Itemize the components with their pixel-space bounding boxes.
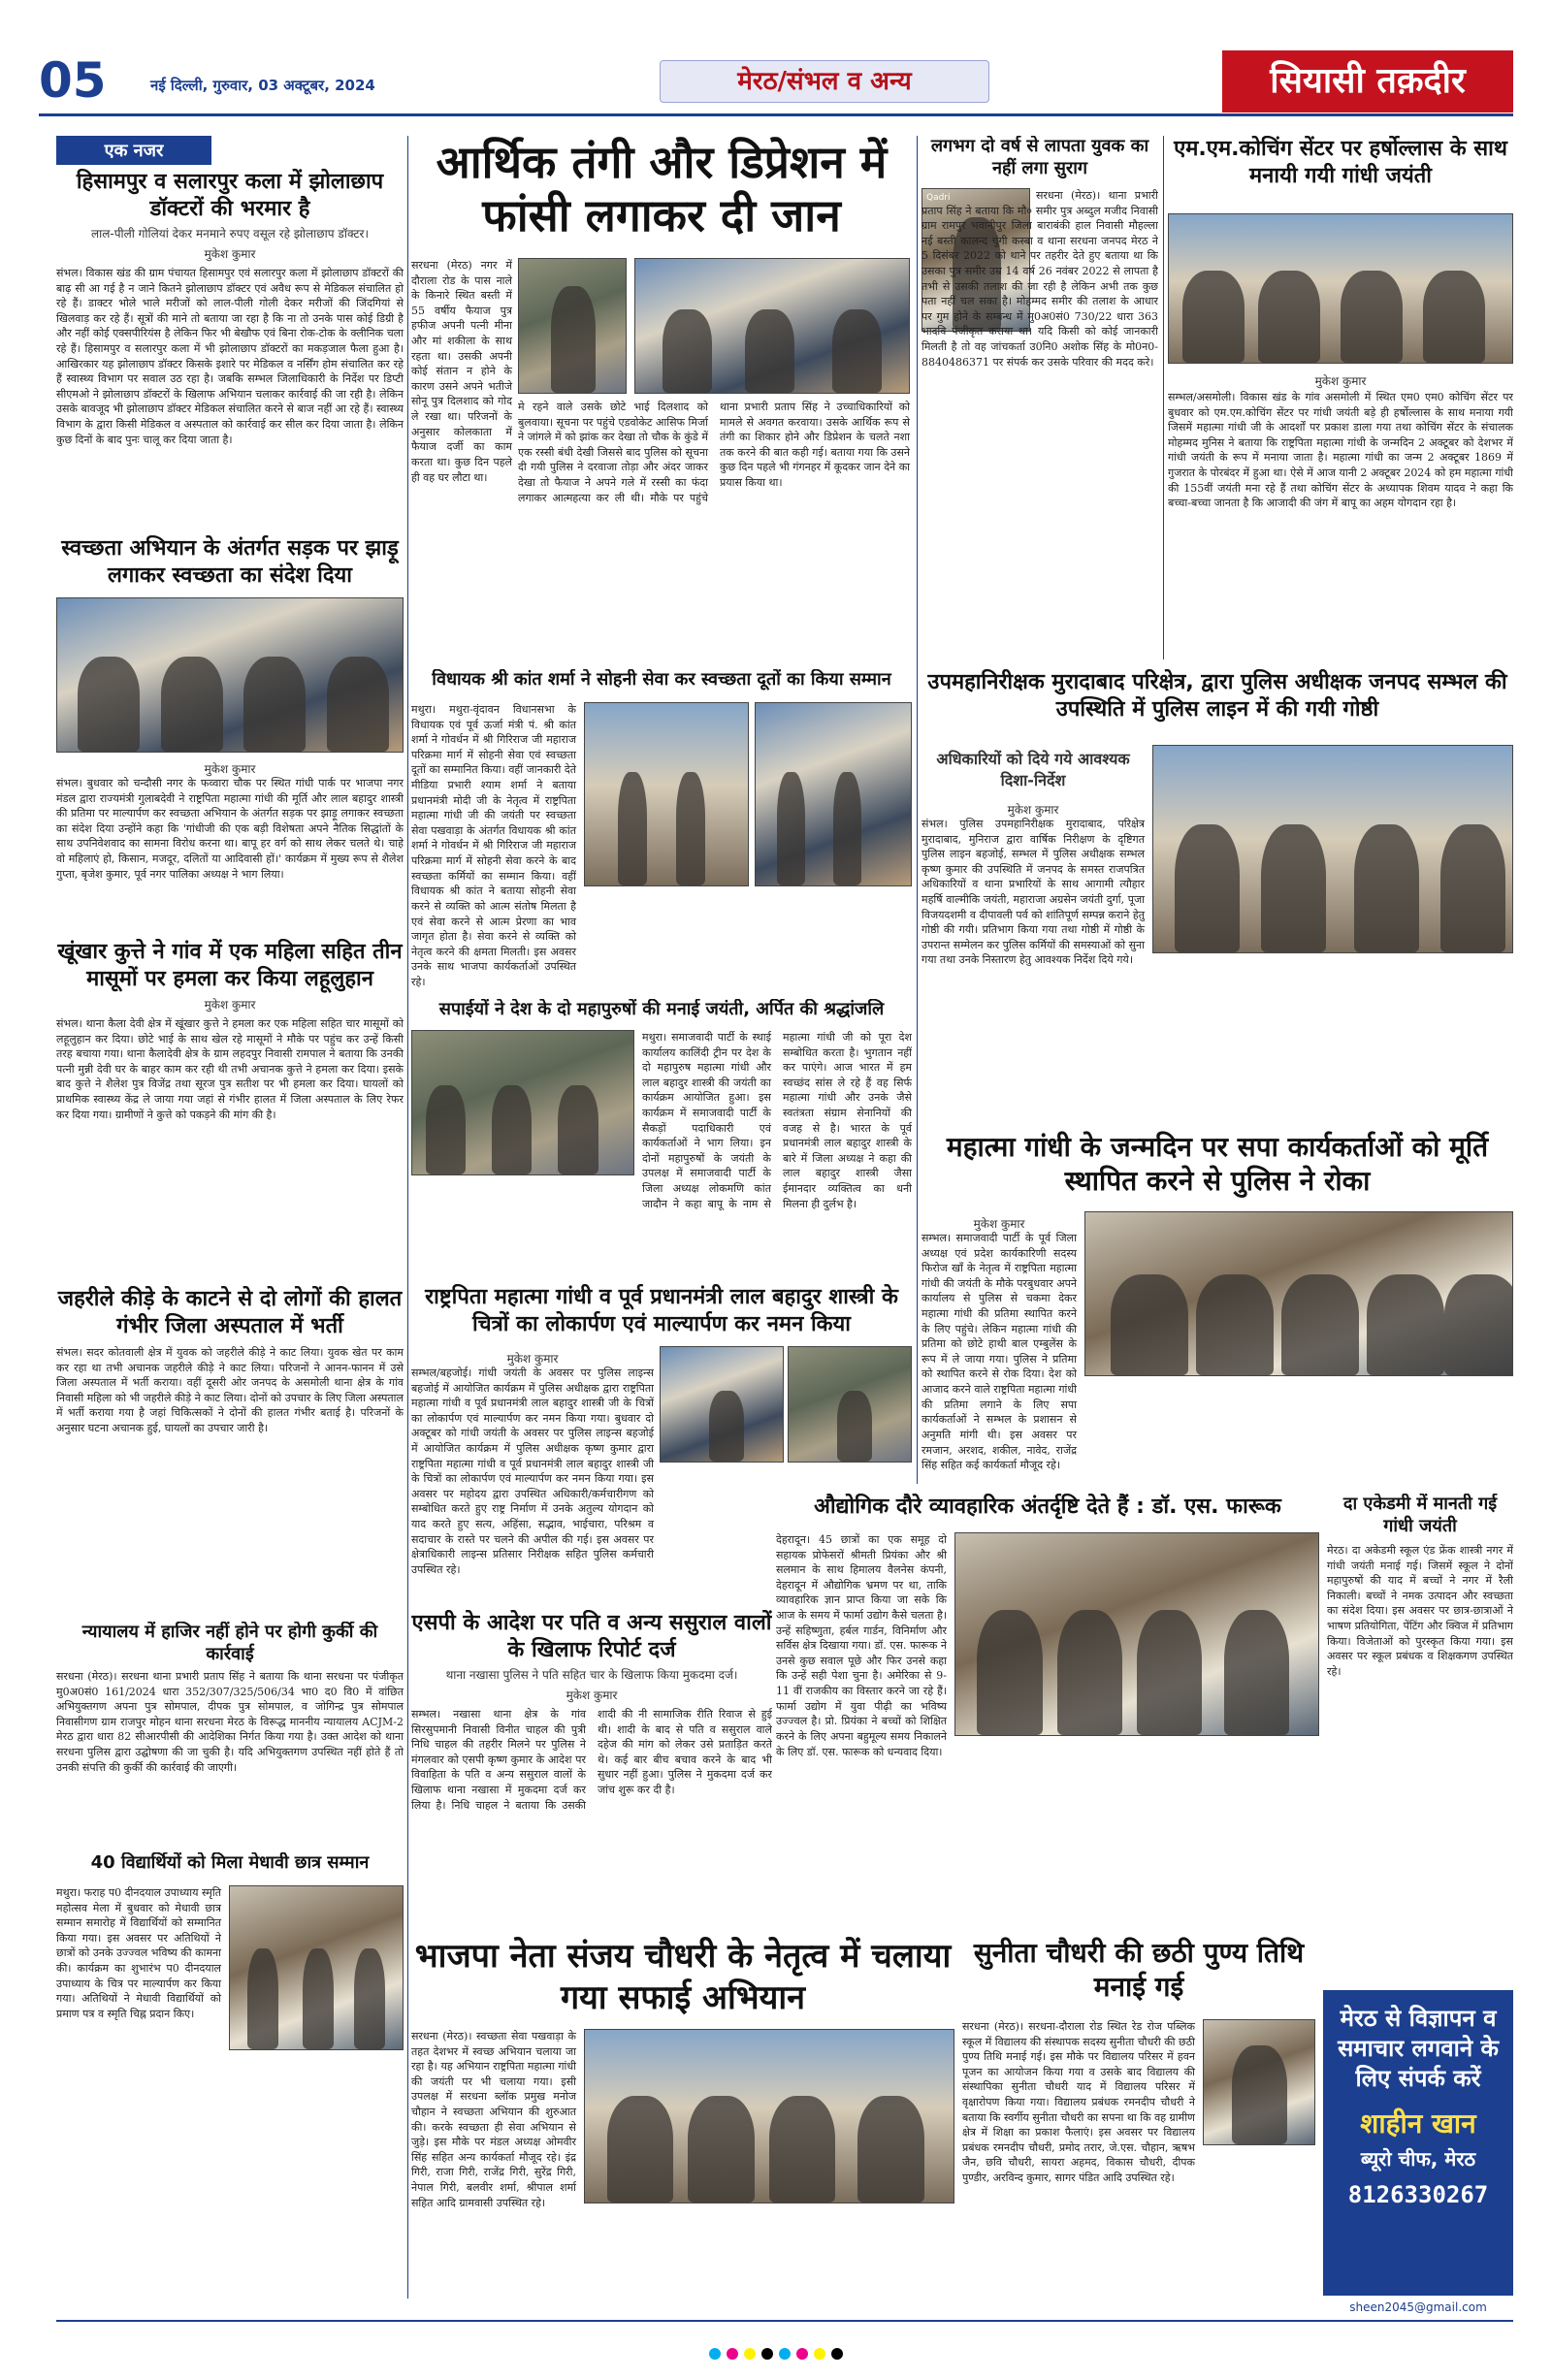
dig-review-story (922, 669, 1513, 1125)
vidhayak-photo-1 (584, 702, 749, 886)
police-gandhi-byline: मुकेश कुमार (506, 1352, 559, 1366)
photo-watermark-tag: Qadri (926, 193, 951, 203)
industrial-tour-story (776, 1494, 1319, 1930)
ek-nazar-body: संभल। विकास खंड की ग्राम पंचायत हिसामपुर एवं सलारपुर कला में झोलाछाप डॉक्टरों की बाढ़ सी आ गई है न जाने कितने झोलाछाप डॉक्टर एवं अवैध रूप से मेडिकल संचालित हो रहे हैं। डाक्टर भोले भाले मरीजों को लाल-पीली गोली देकर मरीजों की जिंदगियां से खिलवाड़ कर रहे हैं। सूत्रों की माने तो बताया जा रहा है कि ना तो उनके पास कोई डिग्री है और नहीं कोई एक्सपीरियंस है लेकिन फिर भी बेखौफ एवं बिना रोक-टोक के क्लीनिक चला रहे हैं। हिसामपुर व सलारपुर कला में भी झोलाछाप डॉक्टरों का मकड़जाल फैला हुआ है। आखिरकार यह झोलाछाप डॉक्टर किसके इशारे पर मेडिकल व नर्सिंग होम संचालित कर रहे हैं स्वास्थ्य विभाग पर सवाल उठ रहा है। जबकि सम्भल जिलाधिकारी के निर्देश पर डिप्टी सीएमओ ने झोलाछाप डॉक्टरों के खिलाफ अभियान चलाकर कार्रवाई की जा रही है। लेकिन उसके बावजूद भी झोलाछाप डॉक्टर मेडिकल संचालित करने से बाज नहीं आ रहे हैं। स्वास्थ्य विभाग के द्वारा किसी मेडिकल व अस्पताल को कार्रवाई कर सील कर दिया जाता है। लेकिन कुछ दिनों के बाद पुनः चालू कर दिया जाता है। (56, 267, 404, 446)
bjp-cleanliness-photo (584, 2029, 954, 2203)
print-registration-marks (0, 2347, 1552, 2361)
meritorious-photo (229, 1885, 404, 2050)
dog-attack-headline: खूंखार कुत्ते ने गांव में एक महिला सहित तीन मासूमों पर हमला कर किया लहूलुहान (57, 940, 403, 991)
kurki-headline: न्यायालय में हाजिर नहीं होने पर होगी कुर्की की कार्रवाई (81, 1622, 378, 1664)
ek-nazar-subhead: लाल-पीली गोलियां देकर मनमाने रुपए वसूल रहे झोलाछाप डॉक्टर। (90, 227, 369, 241)
sunita-story (962, 1936, 1315, 2300)
page-number: 05 (39, 52, 107, 109)
swachhta-byline: मुकेश कुमार (204, 762, 256, 776)
vidhayak-body: मथुरा। मथुरा-वृंदावन विधानसभा के विधायक एवं पूर्व ऊर्जा मंत्री पं. श्री कांत शर्मा ने गोवर्धन में श्री गिरिराज जी महाराज परिक्रमा मार्ग में सोहनी सेवा एवं स्वच्छता दूतों का सम्मानित किया। वहीं जानकारी देते मीडिया प्रभारी श्याम शर्मा ने बताया प्रधानमंत्री मोदी जी के नेतृत्व में राष्ट्रपिता महात्मा गांधी जी की जयंती पर स्वच्छता सेवा पखवाड़ा के अंतर्गत विधायक श्री कांत शर्मा ने गोवर्धन में श्री गिरिराज जी महाराज परिक्रमा मार्ग में सोहनी सेवा करने के बाद स्वच्छता कर्मियों का सम्मान किया। वहीं विधायक श्री कांत ने बताया सोहनी सेवा करने से व्यक्ति को आत्म संतोष मिलता है एवं सेवा करने से आत्म प्रेरणा का भाव जागृत होता है। सेवा करने से व्यक्ति को नेतृत्व करने की क्षमता मिलती। इस अवसर उनके साथ भाजपा कार्यकर्ताओं उपस्थित रहे। (411, 703, 576, 988)
newspaper-brand: सियासी तक़दीर (1222, 50, 1513, 113)
suicide-story (411, 136, 912, 659)
academy-headline: दा एकेडमी में मानती गई गांधी जयंती (1342, 1494, 1498, 1536)
dowry-body: सम्भल। नखासा थाना क्षेत्र के गांव सिरसुपमानी निवासी विनीत चाहल की पुत्री निधि चाहल की तहरीर मिलने पर पुलिस ने मंगलवार को एसपी कृष्ण कुमार के आदेश पर विवाहिता के पति व अन्य ससुराल वालों के खिलाफ थाना नखासा में मुकदमा दर्ज कर लिया है। निधि चाहल ने बताया कि उसकी शादी की नी सामाजिक रीति रिवाज से हुई थी। शादी के बाद से पति व ससुराल वाले दहेज की मांग को लेकर उसे प्रताड़ित करते थे। कई बार बीच बचाव करने के बाद भी सुधार नहीं हुआ। पुलिस ने मुकदमा दर्ज कर जांच शुरू कर दी है। (411, 1708, 772, 1812)
coaching-headline: एम.एम.कोचिंग सेंटर पर हर्षोल्लास के साथ मनायी गयी गांधी जयंती (1174, 137, 1507, 188)
row-rule (56, 2320, 1513, 2322)
sp-stopped-byline: मुकेश कुमार (973, 1217, 1025, 1231)
insect-bite-body: संभल। सदर कोतवाली क्षेत्र में युवक को जहरीले कीड़े ने काट लिया। युवक खेत पर काम कर रहा था तभी अचानक जहरीले कीड़े ने काट लिया। परिजनों ने आनन-फानन में उसे जिला अस्पताल में भर्ती कराया। वहीं दूसरी ओर जनपद के असमोली थाना क्षेत्र के गांव निवासी महिला को भी जहरीले कीड़े ने काट लिया। दोनों को उपचार के लिए जिला अस्पताल में भर्ती कराया गया है जहां चिकित्सकों ने दोनों की हालत गंभीर बताई है। परिजनों के अनुसार घटना अचानक हुई, घायलों का उपचार जारी है। (56, 1346, 404, 1435)
insect-bite-story (56, 1286, 404, 1616)
ad-phone: 8126330267 (1347, 2180, 1489, 2208)
bjp-cleanliness-body: सरधना (मेरठ)। स्वच्छता सेवा पखवाड़ा के तहत देशभर में स्वच्छ अभियान चलाया जा रहा है। यह अभियान राष्ट्रपिता महात्मा गांधी की जयंती पर भी चलाया गया। इसी उपलक्ष में सरधना ब्लॉक प्रमुख मनोज चौहान ने स्वच्छता अभियान की शुरुआत की। करके स्वच्छता ही सेवा अभियान से जुड़े। इस मौके पर मंडल अध्यक्ष ओमवीर सिंह सहित अन्य कार्यकर्ता मौजूद रहे। इंद्र गिरी, राजा गिरी, राजेंद्र गिरी, सुरेंद्र गिरी, नेपाल गिरी, बलवीर शर्मा, श्रीपाल शर्मा सहित आदि ग्रामवासी उपस्थित रहे। (411, 2030, 576, 2209)
sunita-headline: सुनीता चौधरी की छठी पुण्य तिथि मनाई गई (973, 1937, 1305, 2003)
ad-message: मेरठ से विज्ञापन व समाचार लगवाने के लिए संपर्क करें (1338, 2005, 1499, 2093)
dowry-headline: एसपी के आदेश पर पति व अन्य ससुराल वालों के खिलाफ रिपोर्ट दर्ज (411, 1611, 772, 1662)
dowry-byline: मुकेश कुमार (566, 1689, 618, 1702)
police-parade-photo (1152, 745, 1513, 953)
kurki-body: सरधना (मेरठ)। सरधना थाना प्रभारी प्रताप सिंह ने बताया कि थाना सरधना पर पंजीकृत मु0अ0सं0 161/2024 धारा 352/307/325/506/34 भा0 द0 वि0 में वांछित अभियुक्तगण अपना पुत्र सोमपाल, दीपक पुत्र सोमपाल, व जोगिन्द्र पुत्र सोमपाल निवासीगण ग्राम राजपुर मोहन थाना सरधना मेरठ के विरूद्ध माननीय न्यायालय ACJM-2 मेरठ द्वारा धारा 82 सीआरपीसी की आदेशिका निर्गत किया गया है। उक्त आदेश को थाना सरधना पुलिस द्वारा उद्घोषणा की जा चुकी है। यदि अभियुक्तगण उपस्थित नहीं होते हैं तो उनकी संपत्ति की कुर्की की कार्रवाई की जाएगी। (56, 1670, 404, 1774)
column-rule (917, 136, 918, 1484)
swachhta-headline: स्वच्छता अभियान के अंतर्गत सड़क पर झाड़ू लगाकर स्वच्छता का संदेश दिया (61, 536, 399, 588)
missing-youth-body: सरधना (मेरठ)। थाना प्रभारी प्रताप सिंह ने बताया कि मौ० समीर पुत्र अब्दुल मजीद निवासी ग्राम रामपुर भवानीपुर जिला बाराबंकी हाल निवासी मौहल्ला नई बस्ती कालन्द चुंगी कस्बा व थाना सरधना जनपद मेरठ ने 5 दिसंबर 2022 को थाने पर तहरीर देते हुए बताया था कि उसका पुत्र समीर उम्र 14 वर्ष 26 नवंबर 2022 से लापता है तभी से उसकी तलाश की जा रही है लेकिन अभी तक कुछ पता नहीं चल सका है। मोहम्मद समीर की तलाश के आधार पर गुम होने के सम्बन्ध में मु0अ0सं0 730/22 धारा 363 भादवि पंजीकृत कराया था। यदि किसी को कोई जानकारी मिलती है तो वह जांचकर्ता उ0नि0 अशोक सिंह के मो0न0-8840486371 पर संपर्क कर उसके परिवार की मदद करे। (922, 189, 1158, 369)
sp-tribute-story (411, 999, 912, 1280)
masthead (39, 50, 1513, 116)
police-gandhi-body: सम्भल/बहजोई। गांधी जयंती के अवसर पर पुलिस लाइन्स बहजोई में आयोजित कार्यक्रम में पुलिस अधीक्षक द्वारा राष्ट्रपिता महात्मा गांधी व पूर्व प्रधानमंत्री लाल बहादुर शास्त्री जी के चित्रों का लोकार्पण एवं माल्यार्पण कर नमन किया गया। बुधवार दो अक्टूबर को गांधी जयंती के अवसर पर पुलिस लाइन्स बहजोई में आयोजित कार्यक्रम में पुलिस अधीक्षक कृष्ण कुमार द्वारा राष्ट्रपिता महात्मा गांधी व पूर्व प्रधानमंत्री लाल बहादुर शास्त्री जी के चित्रों का लोकार्पण एवं माल्यार्पण कर नमन किया गया। इस अवसर पर महोदय द्वारा उपस्थित अधिकारी/कर्मचारीगण को सम्बोधित करते हुए राष्ट्र निर्माण में उनके अतुल्य योगदान को याद करते हुए सत्य, अहिंसा, सद्भाव, भाईचारा, परिश्रम व सदाचार के रास्ते पर चलने की अपील की गई। इस अवसर पर क्षेत्राधिकारी लाइन्स प्रतिसार निरीक्षक सहित पुलिस कर्मचारी उपस्थित रहे। (411, 1367, 654, 1576)
suicide-body-left: सरधना (मेरठ) नगर में दौराला रोड के पास नाले के किनारे स्थित बस्ती में 55 वर्षीय फैयाज पुत्र हफीज अपनी पत्नी मीना और मां शकीला के साथ रहता था। उसकी अपनी कोई संतान न होने के कारण उसने अपने भतीजे सोनू पुत्र दिलशाद को गोद ले रखा था। परिजनों के अनुसार कोलकाता में फैयाज दर्जी का काम करता था। कुछ दिन पहले ही वह घर लौटा था। (411, 259, 512, 484)
academy-body: मेरठ। दा अकेडमी स्कूल एंड फ्रेंक शास्त्री नगर में गांधी जयंती मनाई गई। जिसमें स्कूल ने दोनों महापुरुषों की याद में बच्चों ने नगर में रैली निकाली। बच्चों ने नमक उत्पादन और स्वच्छता का संदेश दिया। इस अवसर पर छात्र-छात्राओं ने भाषण प्रतियोगिता, पेंटिंग और क्विज में प्रतिभाग किया। विजेताओं को पुरस्कृत किया गया। इस अवसर पर स्कूल प्रबंधक व शिक्षकगण उपस्थित रहे। (1327, 1544, 1513, 1678)
ad-contact-name: शाहीन खान (1360, 2107, 1476, 2139)
dig-review-byline: मुकेश कुमार (1007, 803, 1059, 817)
dig-review-subhead: अधिकारियों को दिये गये आवश्यक दिशा-निर्देश (936, 750, 1130, 789)
suicide-headline: आर्थिक तंगी और डिप्रेशन में फांसी लगाकर दी जान (436, 136, 888, 242)
missing-youth-story (922, 136, 1158, 659)
police-gandhi-headline: राष्ट्रपिता महात्मा गांधी व पूर्व प्रधानमंत्री लाल बहादुर शास्त्री के चित्रों का लोकार्पण एवं माल्यार्पण कर नमन किया (425, 1285, 898, 1336)
suicide-victim-photo (518, 258, 627, 394)
sp-tribute-photo (411, 1030, 634, 1175)
ek-nazar-kicker: एक नजर (56, 136, 211, 165)
section-label: मेरठ/संभल व अन्य (660, 60, 989, 103)
insect-bite-headline: जहरीले कीड़े के काटने से दो लोगों की हालत गंभीर जिला अस्पताल में भर्ती (57, 1287, 403, 1338)
vidhayak-photo-2 (755, 702, 912, 886)
bjp-cleanliness-headline: भाजपा नेता संजय चौधरी के नेतृत्व में चलाया गया सफाई अभियान (414, 1937, 952, 2017)
column-rule (1163, 136, 1164, 659)
meritorious-body: मथुरा। फराह प0 दीनदयाल उपाध्याय स्मृति महोत्सव मेला में बुधवार को मेधावी छात्र सम्मान समारोह में विद्यार्थियों को सम्मानित किया गया। इस अवसर पर अतिथियों ने छात्रों को उनके उज्ज्वल भविष्य की कामना की। कार्यक्रम का शुभारंभ प0 दीनदयाल उपाध्याय के चित्र पर माल्यार्पण कर किया गया। अतिथियों ने मेधावी विद्यार्थियों को प्रमाण पत्र व स्मृति चिह्न प्रदान किए। (56, 1886, 221, 2020)
industrial-tour-body: देहरादून। 45 छात्रों का एक समूह दो सहायक प्रोफेसरों श्रीमती प्रियंका और श्री सलमान के साथ हिमालय वैलनेस कंपनी, देहरादून में औद्योगिक भ्रमण पर था, ताकि व्यावहारिक ज्ञान प्राप्त किया जा सके कि आज के समय में फार्मा उद्योग कैसे चलता है। उन्हें सहिष्णुता, हर्बल गार्डन, विनिर्माण और सर्विस क्षेत्र दिखाया गया। डॉ. एस. फारूक ने उनसे कुछ सवाल पूछे और फिर उनसे कहा कि उन्हें सही पेशा चुना है। अमेरिका से 9-11 वीं राजकीय का विस्तार करने जा रहे हैं। फार्मा उद्योग में युवा पीढ़ी का भविष्य उज्ज्वल है। प्रो. प्रियंका ने बच्चों को शिक्षित करने के लिए अपना बहुमूल्य समय निकालने के लिए डॉ. एस. फारूक को धन्यवाद दिया। (776, 1533, 947, 1758)
coaching-byline: मुकेश कुमार (1314, 374, 1367, 388)
industrial-tour-photo (954, 1532, 1319, 1736)
police-at-scene-photo (634, 258, 910, 394)
coaching-group-photo (1168, 213, 1513, 364)
column-rule (407, 136, 408, 2299)
dateline: नई दिल्ली, गुरुवार, 03 अक्टूबर, 2024 (150, 77, 375, 94)
suicide-body-right: मे रहने वाले उसके छोटे भाई दिलशाद को बुलवाया। सूचना पर पहुंचे एडवोकेट आसिफ मिर्जा ने जांगले में को झांक कर देखा तो चौक के कुंडे में एक रस्सी बंधी देखी जिससे बाद पुलिस को सूचना दी गयी पुलिस ने दरवाजा तोड़ा और अंदर जाकर देखा तो फैयाज ने अपने गले में रस्सी का फंदा लगाकर आत्महत्या कर ली थी। मौके पर पहुंचे थाना प्रभारी प्रताप सिंह ने उच्चाधिकारियों को मामले से अवगत करवाया। उसके आर्थिक रूप से तंगी का शिकार होने और डिप्रेशन के चलते नशा तक करने की बात कही गई। बताया गया कि उसने कुछ दिन पहले भी गंगनहर में कूदकर जान देने का प्रयास किया था। (518, 401, 910, 504)
ek-nazar-headline: हिसामपुर व सलारपुर कला में झोलाछाप डॉक्टरों की भरमार है (76, 170, 384, 221)
dog-attack-story (56, 939, 404, 1280)
industrial-tour-headline: औद्योगिक दौरे व्यावहारिक अंतर्दृष्टि देते हैं : डॉ. एस. फारूक (814, 1495, 1281, 1519)
coaching-gandhi-story (1168, 136, 1513, 659)
meritorious-headline: 40 विद्यार्थियों को मिला मेधावी छात्र सम्मान (90, 1852, 370, 1873)
sunita-body: सरधना (मेरठ)। सरधना-दौराला रोड स्थित रेड रोज पब्लिक स्कूल में विद्यालय की संस्थापक सदस्य सुनीता चौधरी की छठी पुण्य तिथि मनाई गई। इस मौके पर विद्यालय परिसर में हवन पूजन का आयोजन किया गया व उसके बाद विद्यालय की संस्थापिका सुनीता चौधरी याद में विद्यालय परिसर में वृक्षारोपण किया गया। विद्यालय प्रबंधक रमनदीप चौधरी ने बताया कि स्वर्गीय सुनीता चौधरी का सपना था कि वह ग्रामीण क्षेत्र में शिक्षा का प्रकाश फैलाएं। इस अवसर पर विद्यालय प्रबंधक रमनदीप चौधरी, प्रमोद तरार, जे.एस. चौहान, ऋषभ जैन, छवि चौधरी, सायरा अहमद, विकास चौधरी, दीपक पुण्डीर, अरविन्द कुमार, सागर पंडित आदि उपस्थित रहे। (962, 2020, 1195, 2185)
sp-stopped-headline: महात्मा गांधी के जन्मदिन पर सपा कार्यकर्ताओं को मूर्ति स्थापित करने से पुलिस ने रोका (946, 1131, 1489, 1197)
ek-nazar-byline: मुकेश कुमार (204, 247, 256, 261)
meritorious-story (56, 1852, 404, 2299)
sp-tribute-headline: सपाईयों ने देश के दो महापुरुषों की मनाई जयंती, अर्पित की श्रद्धांजलि (438, 999, 885, 1019)
dowry-case-story (411, 1610, 772, 1930)
ad-contact-title: ब्यूरो चीफ, मेरठ (1360, 2146, 1476, 2171)
dog-attack-body: संभल। थाना कैला देवी क्षेत्र में खूंखार कुत्ते ने हमला कर एक महिला सहित चार मासूमों को लहूलुहान कर दिया। छोटे भाई के साथ खेल रहे मासूमों ने मौके पर पहुंच कर उन्हें किसी तरह बचाया गया। थाना कैलादेवी क्षेत्र के ग्राम लहदपुर निवासी रामपाल ने बताया कि उनकी पत्नी मुन्नी देवी घर के बाहर काम कर रही थी तभी अचानक कुत्ते ने हमला कर दिया। इसके बाद कुत्ते ने शैलेश पुत्र विजेंद्र तथा सूरज पुत्र सतीश पर भी हमला कर दिया। घायलों को प्राथमिक स्वास्थ्य केंद्र ले जाया गया जहां से गंभीर हालत में जिला अस्पताल के लिए रेफर कर दिया गया। ग्रामीणों ने कुत्ते को पकड़ने की मांग की है। (56, 1017, 404, 1121)
ek-nazar-story (56, 136, 404, 529)
dowry-subhead: थाना नखासा पुलिस ने पति सहित चार के खिलाफ किया मुकदमा दर्ज। (445, 1668, 738, 1682)
police-gandhi-photo-1 (660, 1346, 784, 1463)
dig-review-body: संभल। पुलिस उपमहानिरीक्षक मुरादाबाद, परिक्षेत्र मुरादाबाद, मुनिराज द्वारा वार्षिक निरीक्षण के दृष्टिगत पुलिस लाइन बहजोई, सम्भल में पुलिस अधीक्षक सम्भल कृष्ण कुमार की उपस्थिति में जनपद के समस्त राजपत्रित अधिकारियों व थाना प्रभारियों के साथ आगामी त्यौहार महर्षि वाल्मीकि जयंती, महाराजा अग्रसेन जयंती दुर्गा, पूजा विजयदशमी व दीपावली पर्व को शांतिपूर्ण सम्पन्न कराने हेतु गोष्ठी की गयी। प्रतिभाग किया गया तथा गोष्ठी में गोष्ठी के उपरान्त सम्मेलन कर पुलिस कर्मियों की समस्याओं को सुना गया तथा उनके निस्तारण हेतु आवश्यक निर्देश दिये गये। (922, 818, 1145, 967)
swachhta-body: संभल। बुधवार को चन्दौसी नगर के फव्वारा चौक पर स्थित गांधी पार्क पर भाजपा नगर मंडल द्वारा राज्यमंत्री गुलाबदेवी ने राष्ट्रपिता महात्मा गांधी की मूर्ति और लाल बहादुर शास्त्री की प्रतिमा पर माल्यार्पण कर स्वच्छता अभियान के अंतर्गत सड़क पर झाड़ू लगाकर स्वच्छता का संदेश दिया उन्होंने कहा कि 'गांधीजी की एक बड़ी विशेषता अपने नैतिक सिद्धांतों के साथ उपनिवेशवाद का सामना विरोध करना था। बापू हर वर्ग को साथ लेकर चलते थे। चाहे वो महिलाएं हो, किसान, मजदूर, दलितों या आदिवासी हों।' कार्यक्रम में मुख्य रूप से शैलेश गुप्ता, बृजेश कुमार, पूर्व नगर पालिका अध्यक्ष ने भाग लिया। (56, 777, 404, 881)
swachhta-photo (56, 597, 404, 753)
swachhta-story (56, 535, 404, 933)
sp-tribute-body: मथुरा। समाजवादी पार्टी के स्थाई कार्यालय कालिंदी ट्रीन पर देश के दो महापुरुष महात्मा गांधी और लाल बहादुर शास्त्री की जयंती का कार्यक्रम आयोजित हुआ। इस कार्यक्रम में समाजवादी पार्टी के सैकड़ों पदाधिकारी एवं कार्यकर्ताओं ने भाग लिया। इन दोनों महापुरुषों के जयंती के उपलक्ष में समाजवादी पार्टी के जिला अध्यक्ष लोकमणि कांत जादौन ने कहा बापू के नाम से महात्मा गांधी जी को पूरा देश सम्बोधित करता है। भुगतान नहीं कर पाएंगे। आज भारत में हम स्वच्छंद सांस ले रहे हैं वह सिर्फ महात्मा गांधी और उनके जैसे स्वतंत्रता संग्राम सेनानियों की वजह से है। भारत के पूर्व प्रधानमंत्री लाल बहादुर शास्त्री के बारे में जिला अध्यक्ष ने कहा की लाल बहादुर शास्त्री जैसा ईमानदार व्यक्तित्व का धनी मिलना ही दुर्लभ है। (642, 1031, 912, 1210)
sp-stopped-photo (1084, 1211, 1513, 1376)
academy-story (1327, 1494, 1513, 1930)
sp-stopped-body: सम्भल। समाजवादी पार्टी के पूर्व जिला अध्यक्ष एवं प्रदेश कार्यकारिणी सदस्य फिरोज खाँ के नेतृत्व में राष्ट्रपिता महात्मा गांधी की जयंती के मौके परबुधवार अपने कार्यालय से पुलिस से चकमा देकर महात्मा गांधी की प्रतिमा स्थापित करने के लिए पहुंचे। लेकिन महात्मा गांधी की प्रतिमा को छोटे हाथी बाल एम्बुलेंस के रूप में ले जाया गया। पुलिस ने प्रतिमा को स्थापित करने से रोक दिया। देश को आजाद करने वाले राष्ट्रपिता महात्मा गांधी की प्रतिमा लगाने के लिए सपा कार्यकर्ताओं ने सम्भल के प्रशासन से अनुमति मांगी थी। इस अवसर पर रमजान, अरशद, शकील, नावेद, राजेंद्र सिंह सहित कई कार्यकर्ता मौजूद रहे। (922, 1232, 1077, 1472)
dig-review-headline: उपमहानिरीक्षक मुरादाबाद परिक्षेत्र, द्वारा पुलिस अधीक्षक जनपद सम्भल की उपस्थिति में पुलिस लाइन में की गयी गोष्ठी (927, 670, 1507, 722)
sunita-portrait-photo (1203, 2019, 1315, 2145)
vidhayak-story (411, 669, 912, 999)
coaching-body: सम्भल/असमोली। विकास खंड के गांव असमोली में स्थित एम0 एम0 कोचिंग सेंटर पर बुधवार को एम.एम.कोचिंग सेंटर पर गांधी जयंती बड़े ही हर्षोल्लास के साथ मनाया गयी जिसमें महात्मा गांधी जी के आदर्शों पर प्रकाश डाला गया तथा कोचिंग सेंटर के संचालक मोहम्मद मुनिस ने बताया कि राष्ट्रपिता महात्मा गांधी के जन्मदिन 2 अक्टूबर को देशभर में गांधी जयंती के रूप में मनाया जाता है। महात्मा गांधी का जन्म 2 अक्टूबर 1869 में गुजरात के पोरबंदर में हुआ था। ऐसे में आज यानी 2 अक्टूबर 2024 को हम महात्मा गांधी की 155वीं जयंती मना रहे हैं तथा कोचिंग सेंटर के अध्यापक शिवम यादव ने कहा कि बच्चा-बच्चा जानता है कि आजादी की जंग में बापू का अहम योगदान रहा है। (1168, 391, 1513, 510)
advertisement-contact-box (1323, 1990, 1513, 2296)
ad-email: sheen2045@gmail.com (1349, 2300, 1487, 2314)
kurki-story (56, 1622, 404, 1845)
sp-stopped-story (922, 1130, 1513, 1489)
police-gandhi-photo-2 (788, 1346, 912, 1463)
missing-youth-headline: लगभग दो वर्ष से लापता युवक का नहीं लगा सुराग (930, 136, 1149, 178)
dog-attack-byline: मुकेश कुमार (204, 998, 256, 1012)
bjp-cleanliness-story (411, 1936, 954, 2300)
vidhayak-headline: विधायक श्री कांत शर्मा ने सोहनी सेवा कर स्वच्छता दूतों का किया सम्मान (432, 669, 891, 690)
